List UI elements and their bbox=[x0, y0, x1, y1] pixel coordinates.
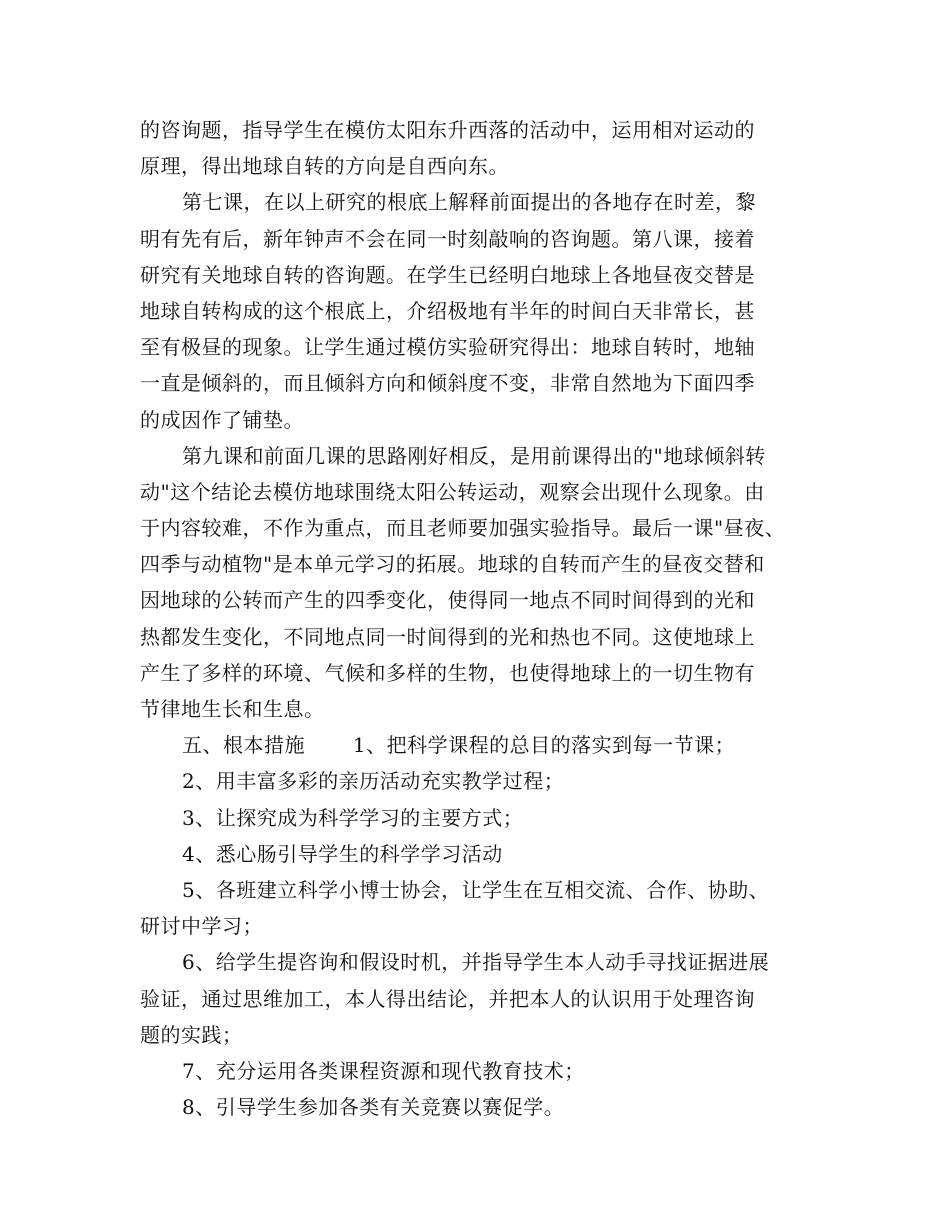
text-line: 3、让探究成为科学学习的主要方式； bbox=[182, 805, 524, 830]
text-line: 于内容较难，不作为重点，而且老师要加强实验指导。最后一课"昼夜、 bbox=[140, 516, 786, 541]
text-line: 的咨询题，指导学生在模仿太阳东升西落的活动中，运用相对运动的 bbox=[140, 118, 755, 142]
text-line: 验证，通过思维加工，本人得出结论，并把本人的认识用于处理咨询 bbox=[140, 986, 755, 1011]
text-line: 2、用丰富多彩的亲历活动充实教学过程； bbox=[182, 769, 565, 794]
text-line: 一直是倾斜的，而且倾斜方向和倾斜度不变，非常自然地为下面四季 bbox=[140, 371, 755, 396]
text-line: 8、引导学生参加各类有关竞赛以赛促学。 bbox=[182, 1095, 565, 1120]
text-line: 四季与动植物"是本单元学习的拓展。地球的自转而产生的昼夜交替和 bbox=[140, 552, 765, 577]
text-line: 的成因作了铺垫。 bbox=[140, 407, 304, 432]
text-line: 五、根本措施 1、把科学课程的总目的落实到每一节课； bbox=[182, 733, 736, 758]
text-line: 第九课和前面几课的思路刚好相反，是用前课得出的"地球倾斜转 bbox=[182, 443, 766, 468]
text-line: 题的实践； bbox=[140, 1022, 243, 1047]
text-line: 因地球的公转而产生的四季变化，使得同一地点不同时间得到的光和 bbox=[140, 588, 755, 613]
text-line: 动"这个结论去模仿地球围绕太阳公转运动，观察会出现什么现象。由 bbox=[140, 479, 765, 504]
text-line: 6、给学生提咨询和假设时机，并指导学生本人动手寻找证据进展 bbox=[182, 950, 770, 975]
text-line: 7、充分运用各类课程资源和现代教育技术； bbox=[182, 1058, 585, 1083]
text-line: 研究有关地球自转的咨询题。在学生已经明白地球上各地昼夜交替是 bbox=[140, 262, 755, 287]
text-line: 第七课，在以上研究的根底上解释前面提出的各地存在时差，黎 bbox=[182, 190, 756, 215]
text-line: 5、各班建立科学小博士协会，让学生在互相交流、合作、协助、 bbox=[182, 877, 770, 902]
text-line: 明有先有后，新年钟声不会在同一时刻敲响的咨询题。第八课，接着 bbox=[140, 226, 755, 251]
text-line: 4、悉心肠引导学生的科学学习活动 bbox=[182, 841, 503, 866]
text-line: 产生了多样的环境、气候和多样的生物，也使得地球上的一切生物有 bbox=[140, 660, 755, 685]
text-line: 热都发生变化，不同地点同一时间得到的光和热也不同。这使地球上 bbox=[140, 624, 755, 649]
document-body bbox=[140, 112, 820, 1125]
text-line: 原理，得出地球自转的方向是自西向东。 bbox=[140, 154, 509, 179]
text-line: 节律地生长和生息。 bbox=[140, 697, 325, 721]
text-line: 地球自转构成的这个根底上，介绍极地有半年的时间白天非常长，甚 bbox=[140, 298, 755, 323]
text-line: 研讨中学习； bbox=[140, 914, 263, 939]
text-line: 至有极昼的现象。让学生通过模仿实验研究得出：地球自转时，地轴 bbox=[140, 335, 755, 360]
